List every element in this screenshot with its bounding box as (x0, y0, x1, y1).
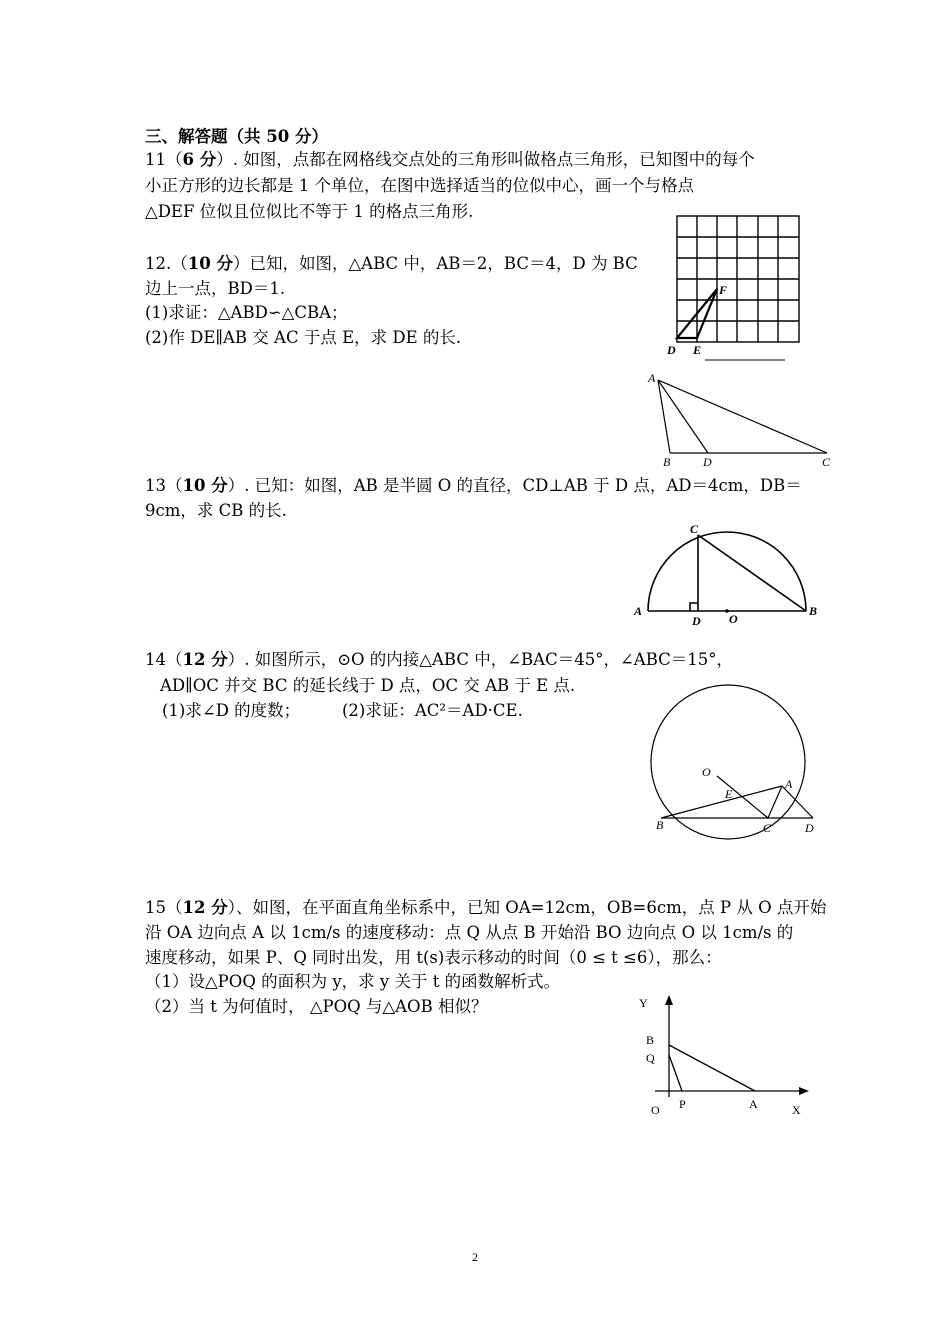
q12-paren: ） (232, 254, 250, 273)
q13-paren: ） (227, 476, 245, 495)
q13-score: 10 分 (182, 476, 228, 495)
q14-label-d: D (805, 821, 814, 835)
q15-text-1: 、如图，在平面直角坐标系中，已知 OA=12cm，OB=6cm，点 P 从 O 点开始 (235, 898, 827, 917)
q12-line3: (1)求证：△ABD∽△CBA； (145, 303, 348, 322)
q12-label-c: C (822, 455, 831, 469)
q15-paren: ） (227, 898, 236, 917)
q11-label-d: D (667, 343, 676, 357)
q12-score: 10 分 (187, 254, 233, 273)
q15-label-o: O (651, 1103, 660, 1117)
q14-label-o: O (702, 765, 711, 779)
q11-text-1: . 如图，点都在网格线交点处的三角形叫做格点三角形，已知图中的每个 (232, 150, 755, 169)
q13-label-a: A (634, 604, 643, 618)
q11-line1 (145, 150, 755, 170)
q14-label-b: B (656, 818, 664, 832)
q13-label-c: C (690, 522, 699, 536)
q11-label-e: E (693, 343, 702, 357)
q14-line1 (145, 650, 733, 670)
q12-line4: (2)作 DE∥AB 交 AC 于点 E，求 DE 的长. (145, 328, 462, 347)
q15-line5: （2）当 t 为何值时， △POQ 与△AOB 相似？ (145, 997, 488, 1016)
q12-line2: 边上一点，BD＝1. (145, 279, 286, 298)
q14-text-1: . 如图所示，⊙O 的内接△ABC 中，∠BAC＝45°，∠ABC＝15°， (244, 650, 733, 669)
q11-grid-figure (665, 212, 805, 362)
q15-number: 15（ (145, 898, 183, 917)
q12-label-b: B (663, 455, 671, 469)
q15-line4: （1）设△POQ 的面积为 y，求 y 关于 t 的函数解析式。 (145, 972, 561, 991)
q12-triangle-figure (640, 370, 840, 470)
q11-number: 11（ (145, 150, 183, 169)
q12-text-1: 已知，如图，△ABC 中，AB＝2，BC＝4，D 为 BC (249, 254, 638, 273)
q15-label-p: P (679, 1097, 686, 1111)
q13-semicircle-figure (628, 522, 828, 628)
page-number: 2 (472, 1250, 478, 1264)
q14-line2: AD∥OC 并交 BC 的延长线于 D 点，OC 交 AB 于 E 点. (160, 676, 576, 695)
q12-number: 12.（ (145, 254, 188, 273)
q13-label-d: D (692, 614, 701, 628)
q14-label-c: C (763, 821, 772, 835)
q15-label-a: A (749, 1097, 758, 1111)
q14-paren: ） (227, 650, 245, 669)
q15-line3: 速度移动，如果 P、Q 同时出发，用 t(s)表示移动的时间（0 ≤ t ≤6），那么： (145, 948, 722, 967)
q15-score: 12 分 (182, 898, 228, 917)
q15-label-y: Y (639, 996, 648, 1010)
section-title: 三、解答题（共 50 分） (145, 127, 328, 146)
q15-label-b: B (646, 1033, 655, 1047)
q12-line1 (145, 254, 638, 274)
q14-line3a: (1)求∠D 的度数； (162, 701, 301, 720)
q13-text-1: . 已知：如图，AB 是半圆 O 的直径，CD⊥AB 于 D 点，AD＝4cm，DB＝ (244, 476, 802, 495)
q13-line1 (145, 476, 802, 496)
q11-label-f: F (719, 283, 728, 297)
q11-paren: ） (216, 150, 233, 169)
q15-label-x: X (792, 1103, 801, 1117)
q12-label-d: D (703, 455, 712, 469)
q15-y-arrow (665, 995, 673, 1005)
q14-label-a: A (785, 777, 793, 791)
q13-line2: 9cm，求 CB 的长. (145, 501, 287, 520)
q14-score: 12 分 (182, 650, 228, 669)
q14-circle-figure (645, 692, 825, 840)
q15-coordinate-figure (635, 993, 815, 1123)
q15-line1 (145, 898, 826, 918)
q13-label-o: O (729, 612, 738, 626)
q15-line2: 沿 OA 边向点 A 以 1cm/s 的速度移动：点 Q 从点 B 开始沿 BO 边向点 O 以 1cm/s 的 (145, 923, 794, 942)
q14-label-e: E (725, 787, 733, 801)
q11-line3: △DEF 位似且位似比不等于 1 的格点三角形. (145, 202, 474, 221)
q13-label-b: B (809, 604, 818, 618)
q14-number: 14（ (145, 650, 183, 669)
q11-line2: 小正方形的边长都是 1 个单位，在图中选择适当的位似中心，画一个与格点 (145, 176, 694, 195)
q11-score: 6 分 (182, 150, 217, 169)
q12-label-a: A (648, 371, 656, 385)
q14-line3b: (2)求证：AC²＝AD·CE. (342, 701, 523, 720)
q15-x-arrow (799, 1087, 809, 1095)
q15-label-q: Q (646, 1051, 655, 1065)
q13-number: 13（ (145, 476, 183, 495)
